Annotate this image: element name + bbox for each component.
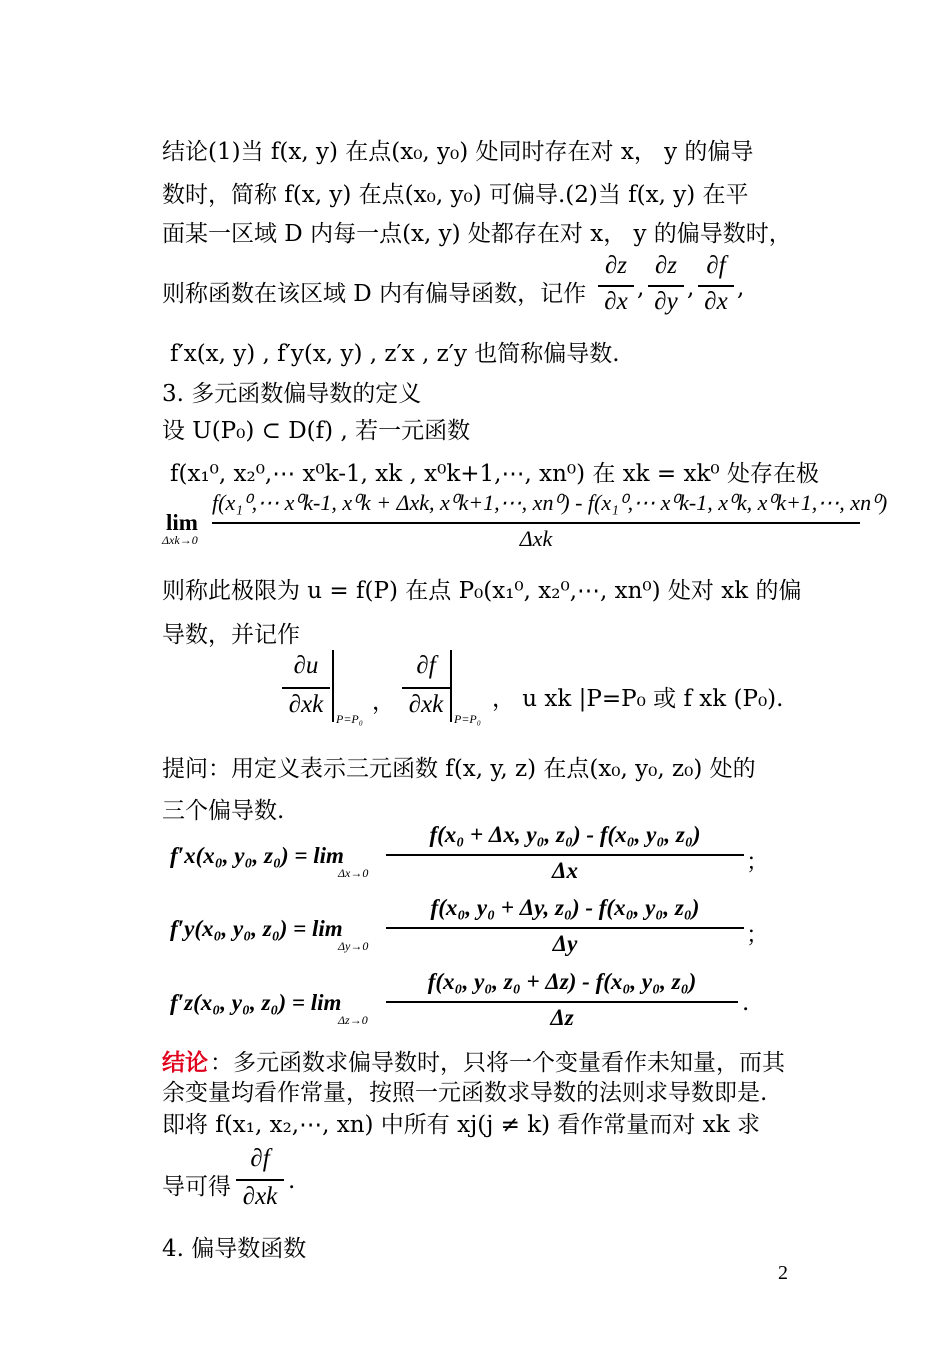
question-line-1: 提问：用定义表示三元函数 f(x, y, z) 在点(x₀, y₀, z₀) 处的 <box>162 756 756 782</box>
fraction-numerator: f(x₀, y₀, z₀ + Δz) - f(x₀, y₀, z₀) <box>427 969 697 994</box>
fraction-bar <box>386 1001 738 1003</box>
semicolon: ； <box>746 922 769 948</box>
text-line-5: f′x(x, y) , f′y(x, y) , z′x , z′y 也简称偏导数. <box>170 341 620 367</box>
fraction-df-dxk <box>402 652 450 730</box>
fraction-numerator: ∂f <box>416 652 436 679</box>
text-line-6: 设 U(P₀) ⊂ D(f) , 若一元函数 <box>162 418 471 444</box>
evaluation-subscript: P=P₀ <box>454 712 481 726</box>
fraction-bar <box>698 285 734 287</box>
fraction-denominator: Δxk <box>519 526 553 551</box>
fraction-numerator: f(x₀, y₀ + Δy, z₀) - f(x₀, y₀, z₀) <box>430 895 700 920</box>
fy-lhs: f′y(x₀, y₀, z₀) = lim <box>170 916 343 941</box>
fraction-numerator: f(x₁⁰,⋯ x⁰k-1, x⁰k + Δxk, x⁰k+1,⋯, xn⁰) - f(x₁⁰,⋯ x⁰k-1, x⁰k, x⁰k+1,⋯, xn⁰) <box>212 490 888 515</box>
semicolon: ； <box>746 849 769 875</box>
lim-subscript: Δxk→0 <box>162 533 198 547</box>
evaluation-bar <box>332 650 334 722</box>
comma: ， <box>372 689 395 715</box>
fraction-denominator: ∂xk <box>242 1183 278 1210</box>
section-heading-4: 4. 偏导数函数 <box>162 1236 307 1262</box>
fraction-numerator: ∂f <box>706 252 726 279</box>
text-line-2: 数时，简称 f(x, y) 在点(x₀, y₀) 可偏导.(2)当 f(x, y) 在平 <box>162 182 749 208</box>
conclusion-line-3: 即将 f(x₁, x₂,⋯, xn) 中所有 xj(j ≠ k) 看作常量而对 xk 求 <box>162 1112 760 1138</box>
fraction-bar <box>212 522 860 524</box>
fraction-numerator: ∂z <box>604 252 628 279</box>
partial-derivative-limit-fraction <box>212 488 888 560</box>
fraction-denominator: ∂x <box>604 288 628 315</box>
evaluation-bar <box>450 650 452 722</box>
conclusion-line-2: 余变量均看作常量，按照一元函数求导数的法则求导数即是. <box>162 1080 768 1106</box>
comma: , <box>737 275 745 301</box>
fraction-denominator: ∂y <box>654 288 678 315</box>
period: . <box>288 1168 296 1194</box>
fraction-denominator: Δx <box>552 858 578 883</box>
fraction-dz-dy <box>648 252 684 322</box>
text-line-9: 导数，并记作 <box>162 622 300 648</box>
fraction-du-dxk <box>282 652 330 730</box>
fz-lim-subscript: Δz→0 <box>338 1013 368 1027</box>
fraction-denominator: ∂xk <box>408 691 444 718</box>
lim-operator: lim <box>166 510 198 535</box>
fraction-bar <box>282 687 330 689</box>
fraction-bar <box>648 285 684 287</box>
fraction-df-dx <box>698 252 734 322</box>
text-line-4: 则称函数在该区域 D 内有偏导函数，记作 <box>162 281 587 307</box>
evaluation-subscript: P=P₀ <box>336 712 363 726</box>
fraction-numerator: ∂u <box>293 652 319 679</box>
text-line-3: 面某一区域 D 内每一点(x, y) 处都存在对 x， y 的偏导数时， <box>162 221 792 247</box>
text-line-1: 结论(1)当 f(x, y) 在点(x₀, y₀) 处同时存在对 x， y 的偏导 <box>162 139 754 165</box>
text-line-8: 则称此极限为 u = f(P) 在点 P₀(x₁⁰, x₂⁰,⋯, xn⁰) 处对 xk 的偏 <box>162 578 802 604</box>
fraction-bar <box>402 687 450 689</box>
fraction-numerator: f(x₀ + Δx, y₀, z₀) - f(x₀, y₀, z₀) <box>429 822 701 847</box>
conclusion-label: 结论 <box>162 1049 208 1076</box>
conclusion-line-4: 导可得 <box>162 1174 231 1200</box>
fx-lhs: f′x(x₀, y₀, z₀) = lim <box>170 843 344 868</box>
fraction-df-dxk-2 <box>236 1145 284 1217</box>
fraction-bar <box>236 1179 284 1181</box>
fraction-bar <box>386 927 744 929</box>
fraction-numerator: ∂f <box>250 1145 270 1172</box>
comma: , <box>637 275 645 301</box>
fraction-bar <box>386 854 744 856</box>
fraction-numerator: ∂z <box>654 252 678 279</box>
fx-fraction <box>386 820 744 890</box>
fx-lim-subscript: Δx→0 <box>338 866 369 880</box>
fz-fraction <box>386 967 738 1037</box>
comma: , <box>687 275 695 301</box>
period: . <box>742 990 750 1016</box>
page-number: 2 <box>778 1262 788 1284</box>
fraction-denominator: ∂x <box>704 288 728 315</box>
fraction-denominator: Δz <box>550 1005 574 1030</box>
fz-lhs: f′z(x₀, y₀, z₀) = lim <box>170 990 342 1015</box>
fraction-denominator: ∂xk <box>288 691 324 718</box>
question-line-2: 三个偏导数. <box>162 798 285 824</box>
fraction-bar <box>598 285 634 287</box>
notation-alternatives: ， u xk |P=P₀ 或 f xk (P₀). <box>492 686 784 712</box>
section-heading-3: 3. 多元函数偏导数的定义 <box>162 381 422 407</box>
fraction-denominator: Δy <box>552 931 578 956</box>
fraction-dz-dx <box>598 252 634 322</box>
text-line-7: f(x₁⁰, x₂⁰,⋯ x⁰k-1, xk , x⁰k+1,⋯, xn⁰) 在 xk = xk⁰ 处存在极 <box>170 461 819 487</box>
fy-fraction <box>386 893 744 963</box>
fy-lim-subscript: Δy→0 <box>338 939 369 953</box>
conclusion-line-1: ：多元函数求偏导数时，只将一个变量看作未知量，而其 <box>210 1050 785 1076</box>
